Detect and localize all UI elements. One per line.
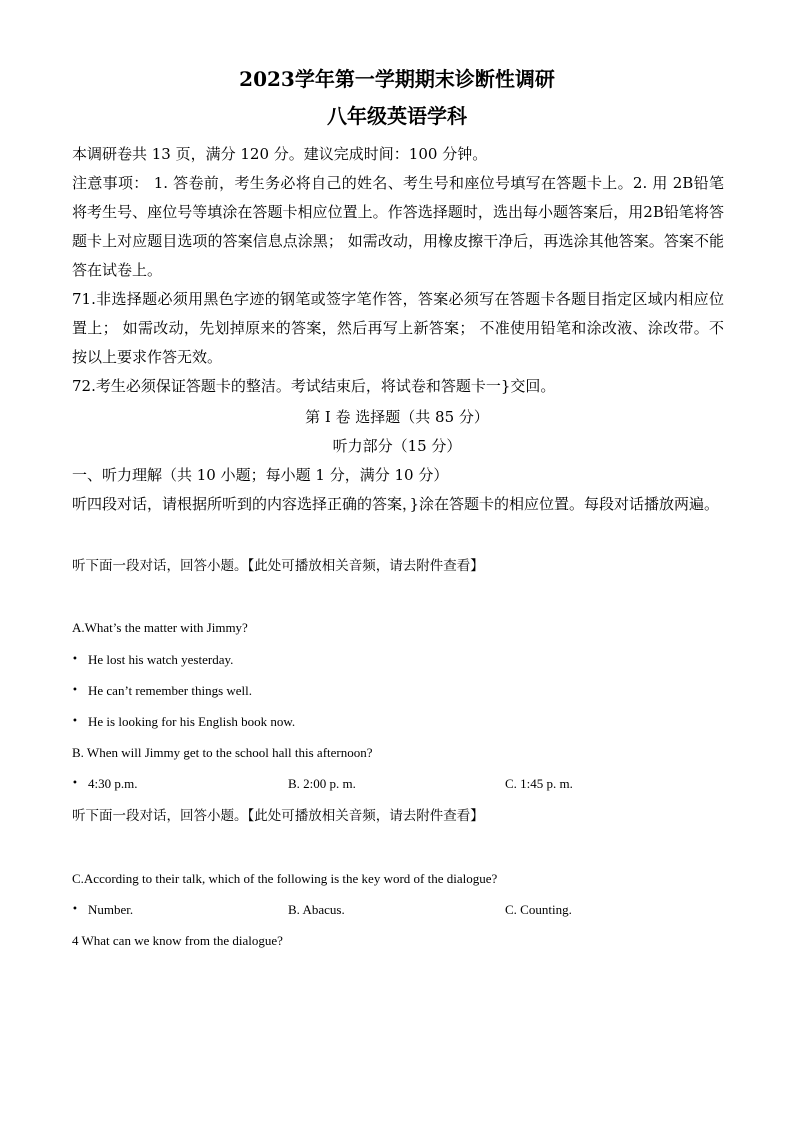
notice-72: 72.考生必须保证答题卡的整洁。考试结束后，将试卷和答题卡一}交回。: [72, 377, 556, 395]
question-c-option-b: B. Abacus.: [288, 902, 345, 917]
bullet-icon: •: [72, 685, 78, 696]
page-title: 2023学年第一学期期末诊断性调研: [239, 67, 555, 91]
question-b-stem: B. When will Jimmy get to the school hall this afternoon?: [72, 745, 373, 760]
question-c-option-a: Number.: [88, 902, 134, 917]
question-b-option-c: C. 1:45 p. m.: [505, 776, 573, 791]
question-b-option-a: 4:30 p.m.: [88, 776, 138, 791]
section-instruction: 听四段对话，请根据所听到的内容选择正确的答案，}涂在答题卡的相应位置。每段对话播放两遍。: [72, 495, 720, 513]
bullet-icon: •: [72, 654, 78, 665]
exam-info: 本调研卷共 13 页，满分 120 分。建议完成时间：100 分钟。: [72, 145, 488, 163]
question-c-option-c: C. Counting.: [505, 902, 572, 917]
notice-71: 71.非选择题必须用黑色字迹的钢笔或签字笔作答，答案必须写在答题卡各题目指定区域内相应位置上； 如需改动，先划掉原来的答案，然后再写上新答案； 不准使用铅笔和涂改液、涂改带。不按以上要求作答无效。: [72, 290, 724, 366]
question-a-option-3: He is looking for his English book now.: [88, 714, 296, 729]
notice-1: 注意事项： 1. 答卷前，考生务必将自己的姓名、考生号和座位号填写在答题卡上。2. 用 2B铅笔将考生号、座位号等填涂在答题卡相应位置上。作答选择题时，选出每小题答案后，用2B铅笔将答题卡上对应题目选项的答案信息点涂黑； 如需改动，用橡皮擦干净后，再选涂其他答案。答案不能答在试卷上。: [72, 174, 724, 279]
volume-heading: 第 I 卷 选择题（共 85 分）: [305, 408, 489, 426]
bullet-icon: •: [72, 904, 78, 915]
audio-prompt-2: 听下面一段对话，回答小题。【此处可播放相关音频，请去附件查看】: [72, 808, 484, 824]
page-subtitle: 八年级英语学科: [327, 104, 467, 128]
question-c-stem: C.According to their talk, which of the following is the key word of the dialogue?: [72, 871, 498, 886]
question-a-option-2: He can’t remember things well.: [88, 683, 253, 698]
bullet-icon: •: [72, 716, 78, 727]
question-a-option-1: He lost his watch yesterday.: [88, 652, 234, 667]
listening-part-heading: 听力部分（15 分）: [332, 437, 462, 455]
question-b-option-b: B. 2:00 p. m.: [288, 776, 356, 791]
question-a-stem: A.What’s the matter with Jimmy?: [72, 620, 248, 635]
section-heading: 一、听力理解（共 10 小题；每小题 1 分，满分 10 分）: [72, 466, 449, 484]
question-4-stem: 4 What can we know from the dialogue?: [72, 933, 283, 948]
bullet-icon: •: [72, 778, 78, 789]
audio-prompt-1: 听下面一段对话，回答小题。【此处可播放相关音频，请去附件查看】: [72, 558, 484, 574]
